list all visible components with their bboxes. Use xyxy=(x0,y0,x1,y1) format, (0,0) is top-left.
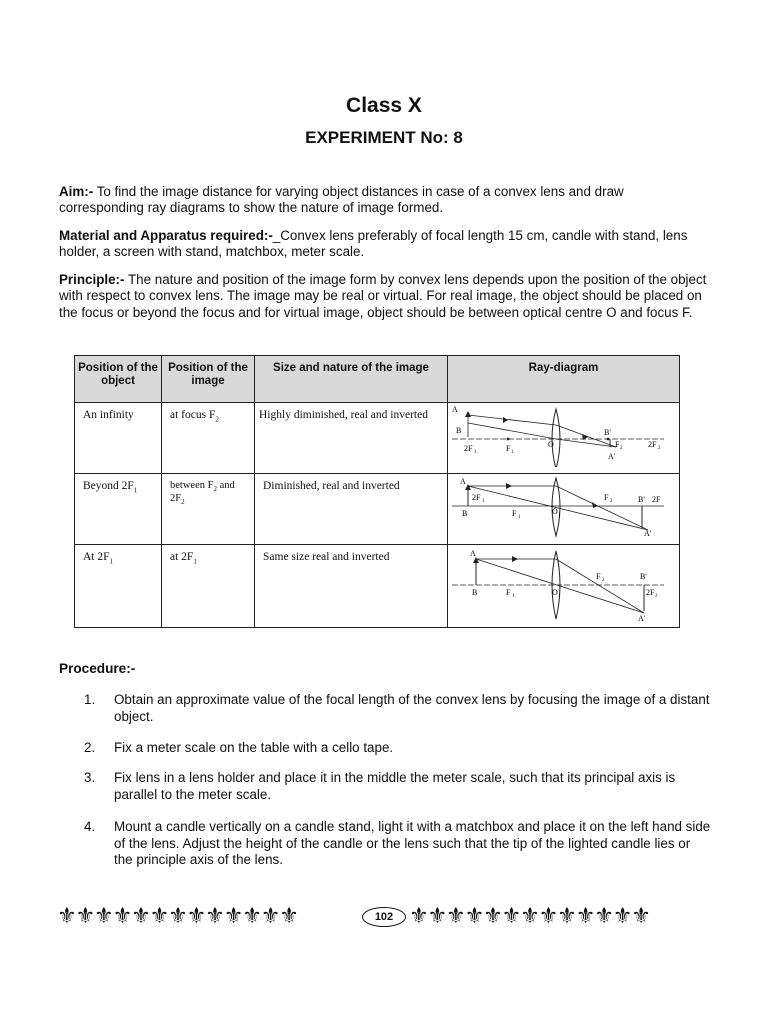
diagram-label: 2F xyxy=(652,495,661,504)
cell-image-nature: Highly diminished, real and inverted xyxy=(255,403,448,474)
material-text: _Convex lens preferably of focal length 15 cm, candle with stand, lens holder, a screen with stand, matchbox, meter scale. xyxy=(59,228,688,260)
page-footer xyxy=(57,903,712,933)
procedure-step xyxy=(84,692,712,725)
table-header-row xyxy=(75,356,680,403)
diagram-label: 2 xyxy=(602,578,605,583)
procedure-step xyxy=(84,740,712,757)
header-ray-diagram: Ray-diagram xyxy=(448,356,680,403)
cell-object: An infinity xyxy=(75,403,162,474)
cell-image-position: between $F_2$ and $2F_2$ xyxy=(162,474,255,545)
diagram-label: A xyxy=(452,405,458,414)
cell-object: Beyond $2F_1$ xyxy=(75,474,162,545)
step-number: 4. xyxy=(84,819,96,834)
diagram-label: A' xyxy=(644,529,652,538)
aim-label: Aim:- xyxy=(59,184,94,199)
principle-label: Principle:- xyxy=(59,272,125,287)
step-text: Obtain an approximate value of the focal length of the convex lens by focusing the image of a distant object. xyxy=(114,692,710,724)
page-title: Class X xyxy=(346,94,422,117)
diagram-label: A xyxy=(470,549,476,558)
material-label: Material and Apparatus required:- xyxy=(59,228,273,243)
principle-text: The nature and position of the image form by convex lens depends upon the position of the object with respect to convex lens. The image may be real or virtual. For real image, the object should be placed on the focus or beyond the focus and for virtual image, object should be between optical centre O and focus F. xyxy=(59,272,707,320)
diagram-label: 2F xyxy=(464,444,473,453)
aim-text: To find the image distance for varying object distances in case of a convex lens and draw corresponding ray diagrams to show the nature of image formed. xyxy=(59,184,624,216)
diagram-label: A xyxy=(460,477,466,486)
step-number: 3. xyxy=(84,770,96,785)
material-paragraph xyxy=(59,228,709,261)
diagram-label: 2 xyxy=(620,446,623,451)
cell-image-position: at $2F_1$ xyxy=(162,545,255,628)
experiment-heading: EXPERIMENT No: 8 xyxy=(305,128,463,147)
diagram-label: B' xyxy=(604,428,611,437)
diagram-label: 2F xyxy=(648,440,657,449)
ray-diagram-infinity xyxy=(448,403,680,474)
diagram-label: F xyxy=(596,572,601,581)
diagram-label: 2 xyxy=(655,594,658,599)
header-object-position: Position of the object xyxy=(75,356,162,403)
diagram-label: 1 xyxy=(474,450,477,455)
header-image-nature: Size and nature of the image xyxy=(255,356,448,403)
header-image-position: Position of the image xyxy=(162,356,255,403)
diagram-label: A' xyxy=(608,452,616,461)
step-number: 2. xyxy=(84,740,96,755)
diagram-label: O xyxy=(548,440,554,449)
diagram-label: A' xyxy=(638,614,646,621)
diagram-label: 1 xyxy=(512,594,515,599)
table-row xyxy=(75,545,680,628)
diagram-label: B xyxy=(462,509,468,518)
cell-image-nature: Same size real and inverted xyxy=(255,545,448,628)
cell-image-position: at focus $F_2$ xyxy=(162,403,255,474)
diagram-label: F xyxy=(512,509,517,518)
cell-object: At $2F_1$ xyxy=(75,545,162,628)
diagram-label: 1 xyxy=(511,450,514,455)
diagram-label: 2F xyxy=(472,493,481,502)
ray-diagram-at-2f xyxy=(448,545,680,628)
diagram-label: B' xyxy=(638,495,645,504)
diagram-label: O xyxy=(552,507,558,516)
step-number: 1. xyxy=(84,692,96,707)
step-text: Fix a meter scale on the table with a cello tape. xyxy=(114,740,394,755)
diagram-label: B xyxy=(472,588,478,597)
diagram-label: 2F xyxy=(646,588,655,597)
diagram-label: 1 xyxy=(558,594,561,599)
table-row xyxy=(75,403,680,474)
page-number: 102 xyxy=(362,907,406,927)
fleur-de-lis-icon: ⚜⚜⚜⚜⚜⚜⚜⚜⚜⚜⚜⚜⚜ xyxy=(409,904,650,929)
diagram-label: O xyxy=(552,588,558,597)
ray-diagram-beyond-2f xyxy=(448,474,680,545)
diagram-label: 2 xyxy=(610,499,613,504)
diagram-label: F xyxy=(506,444,511,453)
procedure-step xyxy=(84,819,712,869)
step-text: Fix lens in a lens holder and place it in the middle the meter scale, such that its principal axis is parallel to the meter scale. xyxy=(114,770,676,802)
diagram-label: F xyxy=(604,493,609,502)
aim-paragraph xyxy=(59,184,709,217)
diagram-label: 1 xyxy=(518,515,521,520)
diagram-label: F xyxy=(615,440,620,449)
table-row xyxy=(75,474,680,545)
principle-paragraph xyxy=(59,272,709,321)
fleur-de-lis-icon: ⚜⚜⚜⚜⚜⚜⚜⚜⚜⚜⚜⚜⚜ xyxy=(57,904,298,929)
observation-table xyxy=(74,355,680,628)
diagram-label: 2 xyxy=(658,446,661,451)
procedure-heading: Procedure:- xyxy=(59,661,136,676)
procedure-step xyxy=(84,770,712,803)
diagram-label: 1 xyxy=(558,513,561,518)
diagram-label: F xyxy=(506,588,511,597)
diagram-label: B' xyxy=(640,572,647,581)
diagram-label: 1 xyxy=(482,499,485,504)
step-text: Mount a candle vertically on a candle stand, light it with a matchbox and place it on the left hand side of the lens. Adjust the height of the candle or the lens such that the tip of the lighted candle lies or the principle axis of the lens. xyxy=(114,819,711,867)
diagram-label: B xyxy=(456,426,462,435)
cell-image-nature: Diminished, real and inverted xyxy=(255,474,448,545)
